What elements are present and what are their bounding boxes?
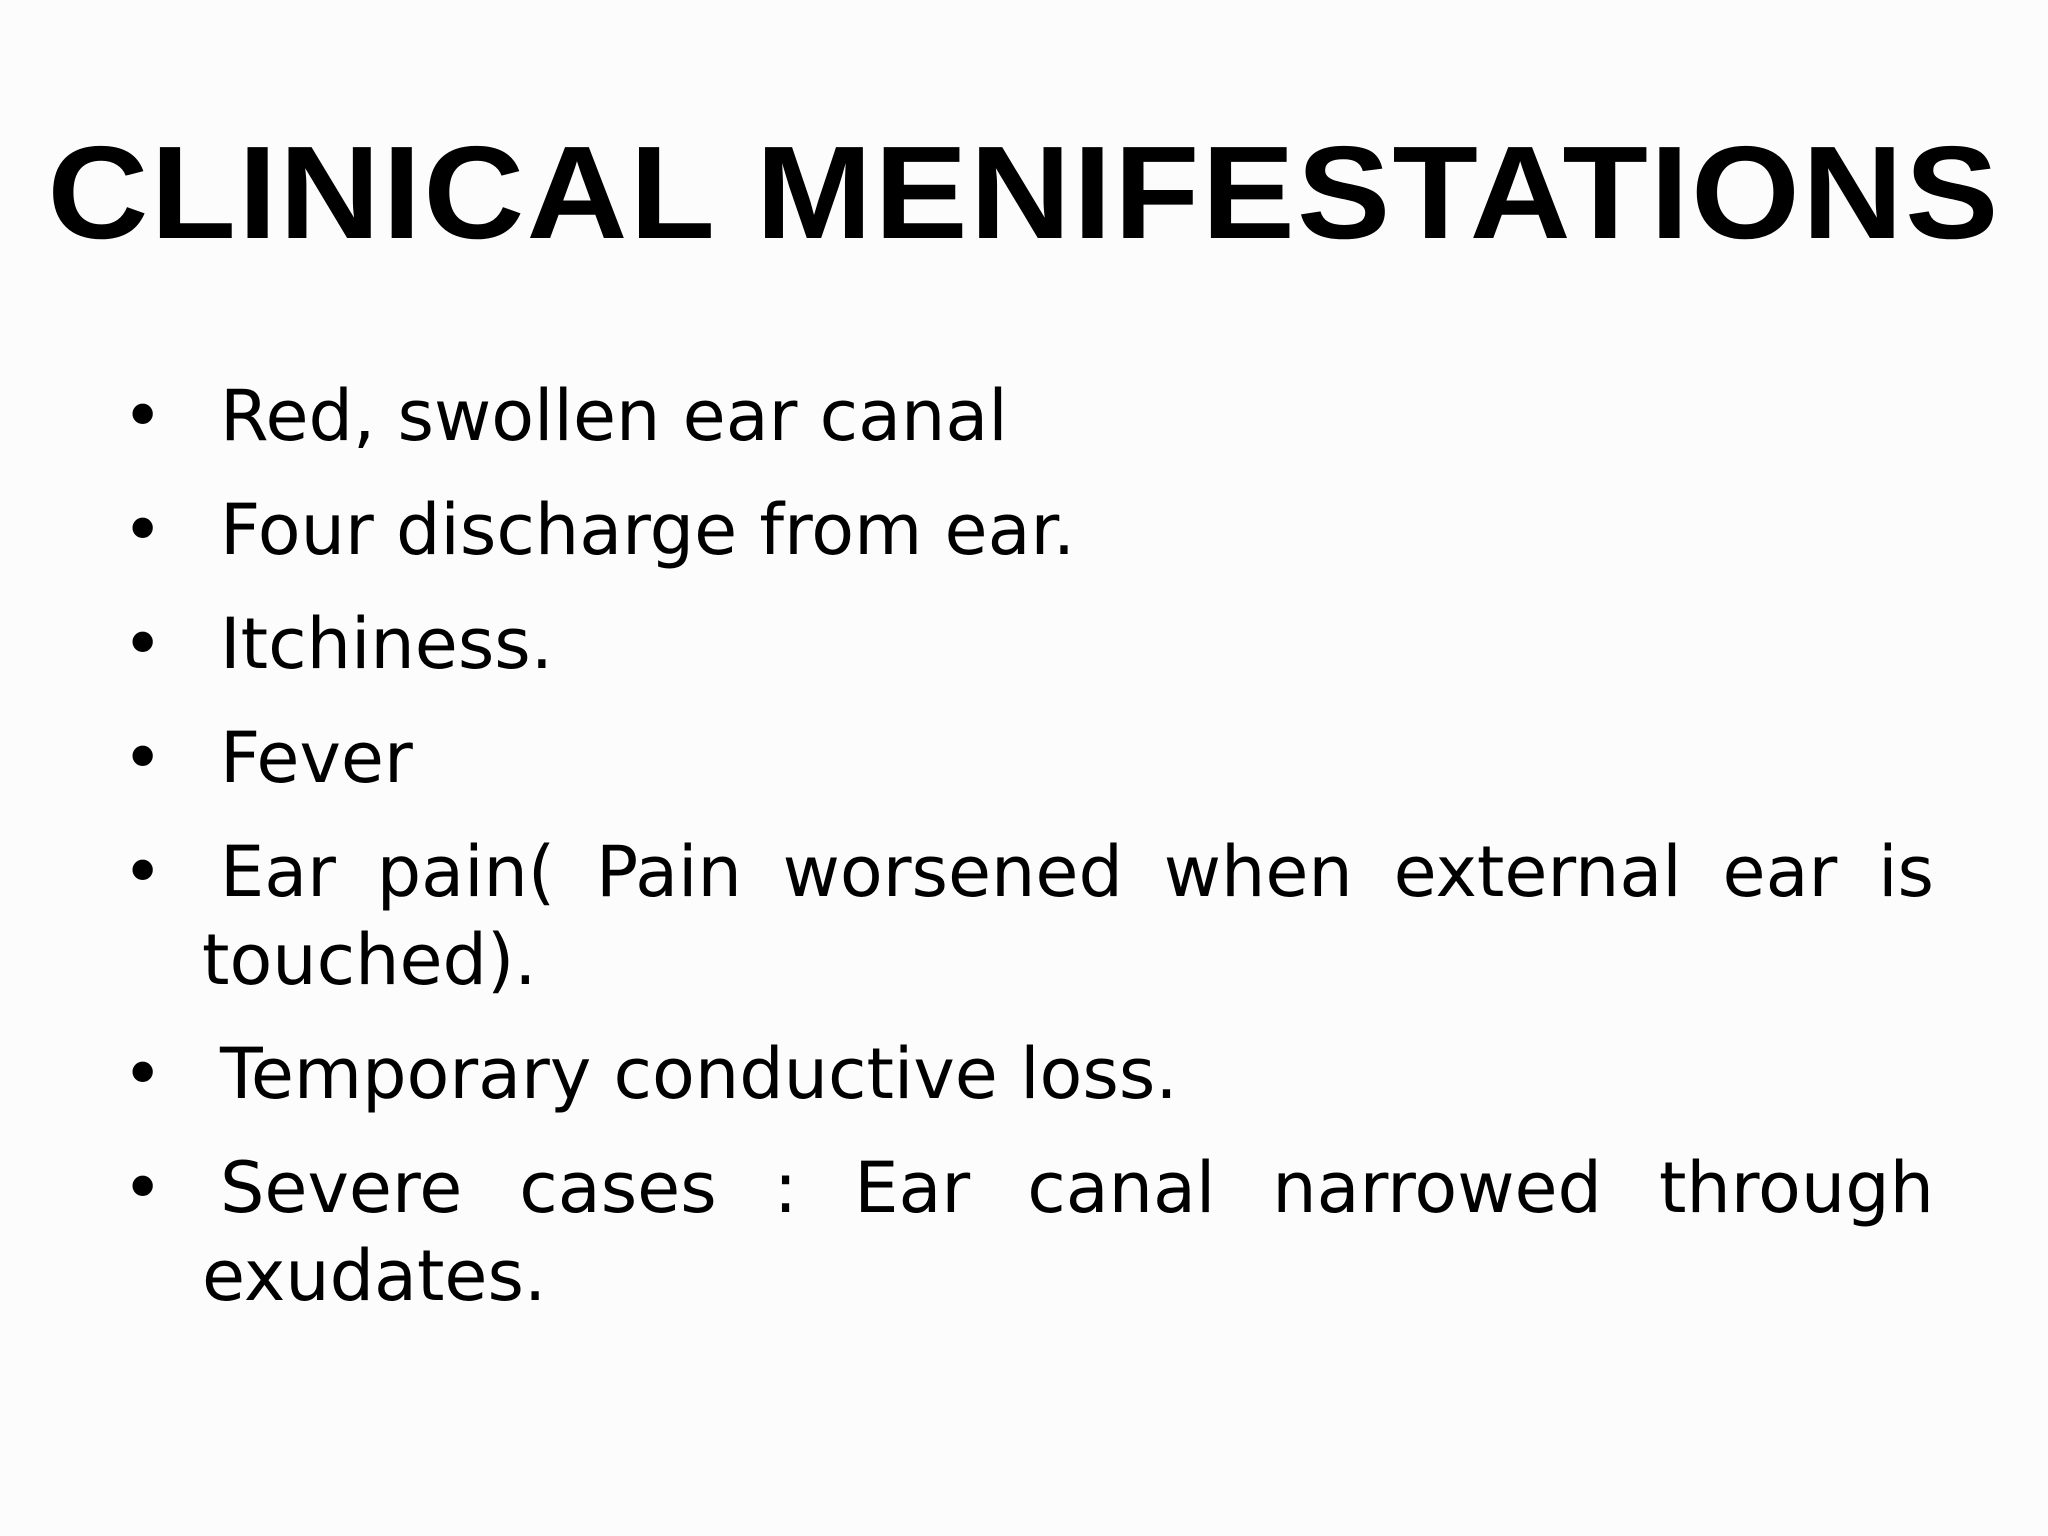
bullet-icon: • xyxy=(122,489,164,571)
bullet-icon: • xyxy=(122,375,164,457)
bullet-icon: • xyxy=(122,717,164,799)
slide-title: CLINICAL MENIFESTATIONS xyxy=(47,119,2001,266)
list-item xyxy=(122,828,1934,1004)
list-item xyxy=(122,1144,1934,1320)
list-item-text: Itchiness. xyxy=(220,603,554,685)
list-item-text: Temporary conductive loss. xyxy=(220,1033,1178,1115)
bullet-icon: • xyxy=(122,1033,164,1115)
list-item xyxy=(122,714,1934,802)
list-item xyxy=(122,486,1934,574)
list-item-text: Red, swollen ear canal xyxy=(220,375,1008,457)
list-item xyxy=(122,1030,1934,1118)
list-item-text: Fever xyxy=(220,717,413,799)
bullet-icon: • xyxy=(122,1147,164,1229)
bullet-icon: • xyxy=(122,831,164,913)
bullet-icon: • xyxy=(122,603,164,685)
list-item xyxy=(122,600,1934,688)
list-item-text: Ear pain( Pain worsened when external ear is touched). xyxy=(202,831,1934,1001)
list-item-text: Severe cases : Ear canal narrowed through exudates. xyxy=(202,1147,1934,1317)
bullet-list xyxy=(122,372,1934,1346)
list-item xyxy=(122,372,1934,460)
list-item-text: Four discharge from ear. xyxy=(220,489,1076,571)
